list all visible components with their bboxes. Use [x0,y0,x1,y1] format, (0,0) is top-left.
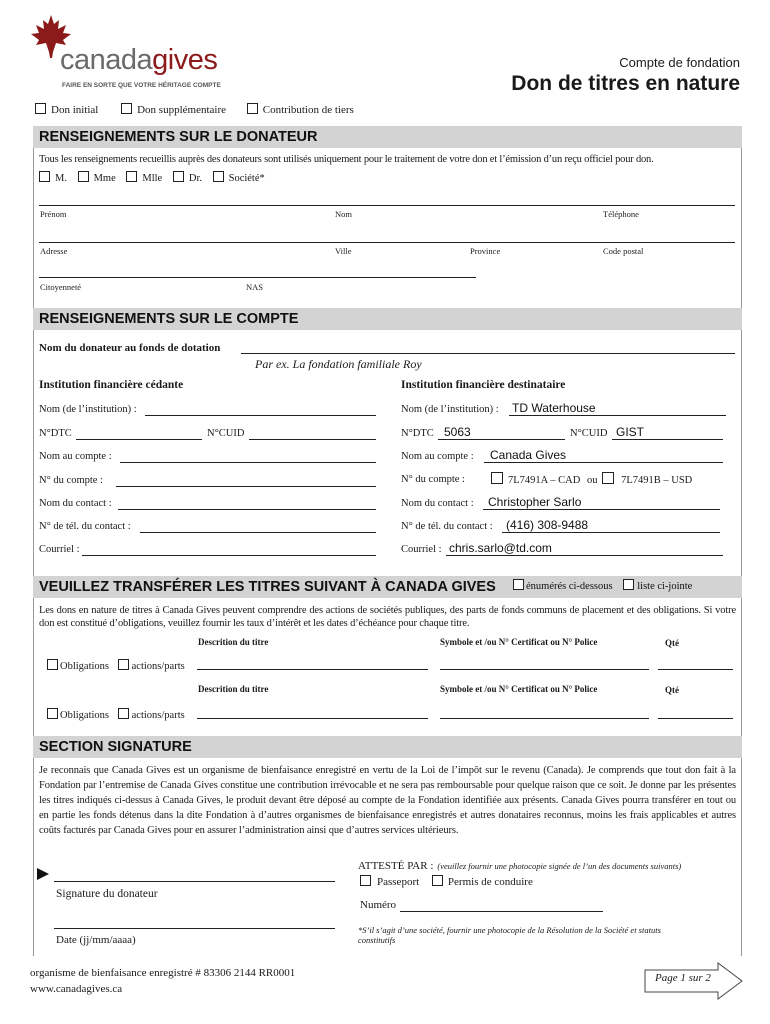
row1-desc-line[interactable] [197,669,428,670]
src-email-line[interactable] [82,555,376,556]
row1-types [47,659,185,672]
dst-account-name-line[interactable] [484,462,723,463]
dst-phone-value: (416) 308-9488 [506,518,589,532]
dst-institution-value: TD Waterhouse [512,401,596,415]
dst-contact-line[interactable] [483,509,720,510]
dst-account-options [491,472,692,486]
transfer-heading [33,576,742,598]
src-dtc-line[interactable] [76,439,202,440]
form-title: Don de titres en nature [511,72,740,95]
row2-qty-label: Qté [665,685,679,695]
attest-label: ATTESTÉ PAR : [358,860,434,872]
signature-heading: SECTION SIGNATURE [33,736,742,758]
checkbox-account-usd[interactable]: 7L7491B – USD [600,475,692,486]
donor-intro: Tous les renseignements recueillis auprès des donateurs sont utilisés uniquement pour le traitement de votre don et l’émission d’un reçu officiel pour don. [39,154,654,165]
dst-contact-value: Christopher Sarlo [488,495,582,509]
row2-desc-line[interactable] [197,718,428,719]
signature-line[interactable] [54,881,335,882]
checkbox-contribution-tiers[interactable]: Contribution de tiers [247,104,354,116]
address-line[interactable] [39,242,735,243]
src-institution-label: Nom (de l’institution) : [39,404,137,415]
checkbox-m[interactable]: M. [39,173,67,184]
brand-gives: gives [152,44,218,76]
dst-dtc-value: 5063 [444,425,471,439]
label-adresse: Adresse [40,246,68,256]
row2-symbol-line[interactable] [440,718,649,719]
row1-symbol-line[interactable] [440,669,649,670]
dst-phone-line[interactable] [502,532,720,533]
donation-types [35,103,354,116]
destination-heading: Institution financière destinataire [401,379,566,391]
dst-dtc-label: N°DTC [401,428,434,439]
row1-symbol-label: Symbole et /ou N° Certificat ou N° Police [440,637,598,647]
label-ville: Ville [335,246,352,256]
label-telephone: Téléphone [603,209,639,219]
society-note: *S’il s’agit d’une société, fournir une photocopie de la Résolution de la Société et statuts constitutifs [358,925,661,945]
src-account-name-line[interactable] [120,462,376,463]
date-label: Date (jj/mm/aaaa) [56,934,136,946]
dst-cuid-value: GIST [616,425,645,439]
dst-email-label: Courriel : [401,544,442,555]
account-heading: RENSEIGNEMENTS SUR LE COMPTE [33,308,742,330]
row2-types [47,708,185,721]
row2-qty-line[interactable] [658,718,733,719]
src-institution-line[interactable] [145,415,376,416]
checkbox-don-initial[interactable]: Don initial [35,104,98,116]
footer-web: www.canadagives.ca [30,983,123,995]
checkbox-row1-obligations[interactable]: Obligations [47,661,109,672]
form-subtitle: Compte de fondation [619,55,740,70]
src-cuid-line[interactable] [249,439,376,440]
attest-line [358,856,681,874]
fund-line[interactable] [241,353,735,354]
src-phone-line[interactable] [140,532,376,533]
checkbox-row2-actions[interactable]: actions/parts [118,710,185,721]
row1-desc-label: Descrition du titre [198,637,269,647]
signature-label: Signature du donateur [56,888,158,900]
transfer-intro: Les dons en nature de titres à Canada Gives peuvent comprendre des actions de sociétés publiques, des parts de fonds communs de placement et des obligations. Si votre don est constitué d’obligations, veuillez fournir les taux d’intérêt et les dates d’échéance pour chaque titre. [39,605,736,629]
src-cuid-label: N°CUID [207,428,245,439]
date-line[interactable] [54,928,335,929]
numero-line[interactable] [400,911,603,912]
dst-email-value: chris.sarlo@td.com [449,541,552,555]
label-code-postal: Code postal [603,246,644,256]
checkbox-account-cad[interactable]: 7L7491A – CAD [491,475,580,486]
dst-institution-line[interactable] [509,415,726,416]
dst-account-name-label: Nom au compte : [401,451,474,462]
src-contact-label: Nom du contact : [39,498,112,509]
dst-contact-label: Nom du contact : [401,498,474,509]
checkbox-permis[interactable]: Permis de conduire [432,876,533,888]
label-nom: Nom [335,209,352,219]
checkbox-passeport[interactable]: Passeport [360,876,419,888]
src-account-no-label: N° du compte : [39,475,103,486]
checkbox-don-supplementaire[interactable]: Don supplémentaire [121,104,226,116]
salutations [39,171,265,184]
donor-heading: RENSEIGNEMENTS SUR LE DONATEUR [33,126,742,148]
src-account-name-label: Nom au compte : [39,451,112,462]
label-province: Province [470,246,501,256]
fund-label: Nom du donateur au fonds de dotation [39,342,221,354]
src-phone-label: N° de tél. du contact : [39,521,131,532]
fund-example: Par ex. La fondation familiale Roy [255,357,422,371]
src-email-label: Courriel : [39,544,80,555]
checkbox-row2-obligations[interactable]: Obligations [47,710,109,721]
label-citoyennete: Citoyenneté [40,282,82,292]
checkbox-mme[interactable]: Mme [78,173,116,184]
page-indicator: Page 1 sur 2 [655,972,711,984]
checkbox-societe[interactable]: Société* [213,173,265,184]
id-options [360,875,533,888]
src-dtc-label: N°DTC [39,428,72,439]
tagline: FAIRE EN SORTE QUE VOTRE HÉRITAGE COMPTE [62,82,221,89]
checkbox-dr[interactable]: Dr. [173,173,202,184]
logo [30,14,220,94]
transfer-heading-text: VEUILLEZ TRANSFÉRER LES TITRES SUIVANT À CANADA GIVES [39,579,496,595]
src-account-no-line[interactable] [116,486,376,487]
row2-symbol-label: Symbole et /ou N° Certificat ou N° Police [440,684,598,694]
dst-account-name-value: Canada Gives [490,448,567,462]
dst-cuid-label: N°CUID [570,428,608,439]
arrow-icon [37,868,49,880]
brand-canada: canada [60,44,153,76]
name-line[interactable] [39,205,735,206]
label-nas: NAS [246,282,264,292]
row1-qty-line[interactable] [658,669,733,670]
numero-label: Numéro [360,899,397,911]
account-or-text: ou [586,475,598,486]
row2-desc-label: Descrition du titre [198,684,269,694]
attest-note: (veuillez fournir une photocopie signée de l’un des documents suivants) [437,861,682,871]
row1-qty-label: Qté [665,638,679,648]
src-contact-line[interactable] [118,509,376,510]
checkbox-liste-jointe[interactable]: liste ci-jointe [623,581,692,592]
checkbox-row1-actions[interactable]: actions/parts [118,661,185,672]
dst-institution-label: Nom (de l’institution) : [401,404,499,415]
checkbox-enumeres[interactable]: énumérés ci-dessous [513,581,613,592]
checkbox-mlle[interactable]: Mlle [126,173,162,184]
footer-reg: organisme de bienfaisance enregistré # 83306 2144 RR0001 [30,967,296,979]
dst-account-no-label: N° du compte : [401,474,465,485]
dst-cuid-line[interactable] [612,439,723,440]
dst-dtc-line[interactable] [438,439,565,440]
citizenship-line[interactable] [39,277,476,278]
source-heading: Institution financière cédante [39,379,184,391]
dst-email-line[interactable] [446,555,723,556]
label-prenom: Prénom [40,209,67,219]
signature-text: Je reconnais que Canada Gives est un organisme de bienfaisance enregistré en vertu de la Loi de l’impôt sur le revenu (Canada). Je comprends que tout don fait à la Fondation par l’entremise de Canada Gives constitue une contribution irrévocable et ne sera pas remboursable pour quelque raison que ce soit. Je donne par les présentes les titres indiqués ci-dessus à Canada Gives, le produit devant être déposé au compte de la Fondation identifiée aux présents. Canada Gives pourra transférer en tout ou en partie les fonds détenus dans la dite Fondation à d’autres organismes de bienfaisance enregistrés et autres donataires reconnus, moins les frais applicables et autres coûts facturés par Canada Gives pour en assurer l’administration ainsi que d’autres services ultérieurs. [39,765,736,836]
dst-phone-label: N° de tél. du contact : [401,521,493,532]
